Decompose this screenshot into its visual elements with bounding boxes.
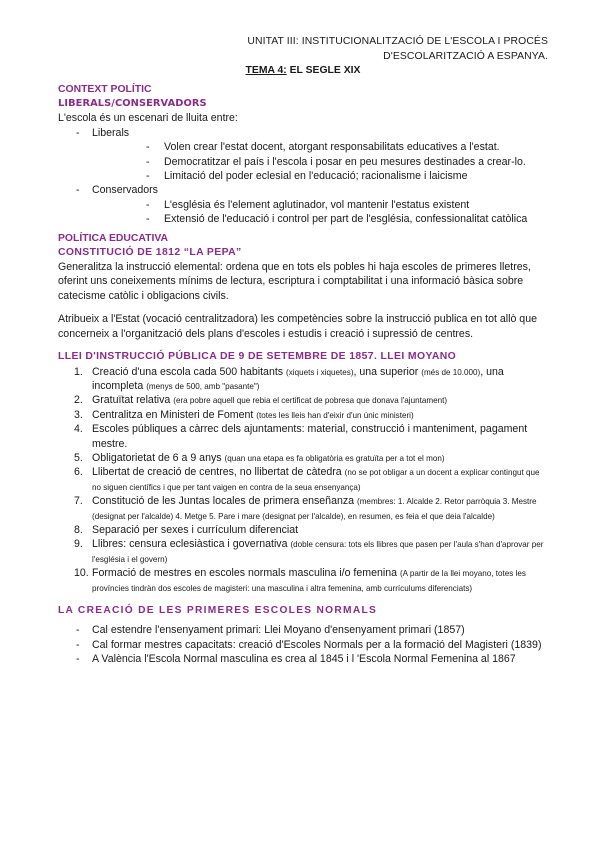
item-number: 3.	[74, 408, 83, 421]
item-text: Obligatorietat de 6 a 9 anys	[92, 451, 225, 464]
item-note: (xiquets i xiquetes)	[286, 367, 354, 377]
document-page	[58, 34, 548, 667]
list-item: - Volen crear l'estat docent, atorgant responsabilitats educatives a l'estat.	[92, 140, 548, 154]
list-item	[58, 465, 548, 494]
item-text: , una incompleta	[92, 365, 504, 392]
item-number: 1.	[74, 365, 83, 378]
list-item	[58, 566, 548, 595]
list-item: - A València l'Escola Normal masculina es crea al 1845 i l 'Escola Normal Femenina al 1867	[58, 652, 548, 666]
group-label: Conservadors	[92, 184, 158, 197]
item-note: (totes les lleis han d'eixir d'un únic ministeri)	[256, 410, 414, 420]
item-note: (quan una etapa es fa obligatòria es gratuïta per a tot el mon)	[224, 453, 445, 463]
list-item	[58, 393, 548, 407]
item-number: 6.	[74, 466, 83, 479]
list-item	[58, 523, 548, 537]
item-text: Separació per sexes i currículum diferenciat	[92, 523, 299, 536]
item-note: (era pobre aquell que rebia el certificat de pobresa que donava l'ajuntament)	[173, 396, 448, 406]
tema-name: EL SEGLE XIX	[286, 65, 361, 76]
unit-header-line1: UNITAT III: INSTITUCIONALITZACIÓ DE L'ESCOLA I PROCÉS	[247, 36, 548, 47]
item-number: 9.	[74, 538, 83, 551]
item-text: Llibres: censura eclesiàstica i governativa	[92, 538, 291, 551]
item-number: 8.	[74, 523, 83, 536]
item-text: Formació de mestres en escoles normals masculina i/o femenina	[92, 567, 400, 580]
item-text: Centralitza en Ministeri de Foment	[92, 408, 257, 421]
tema-label: TEMA 4:	[245, 65, 287, 76]
normals-title: LA CREACIÓ DE LES PRIMERES ESCOLES NORMALS	[58, 605, 378, 616]
context-groups	[58, 126, 548, 227]
list-item	[58, 537, 548, 566]
item-note: (no se pot obligar a un docent a explicar contingut que no siguen científics i que per tant vaigen en contra de la seua ensenyança)	[92, 468, 540, 492]
item-number: 10.	[74, 567, 89, 580]
item-note: (A partir de la llei moyano, totes les províncies tindràn dos escoles de magisteri: una masculina i altra femenina, amb currículums diferenciats)	[92, 569, 526, 593]
item-number: 7.	[74, 495, 83, 508]
list-item: - Cal formar mestres capacitats: creació d'Escoles Normals per a la formació del Magisteri (1839)	[58, 638, 548, 652]
item-number: 4.	[74, 423, 83, 436]
unit-header-line2: D'ESCOLARITZACIÓ A ESPANYA.	[383, 51, 548, 62]
list-item	[58, 451, 548, 465]
politica-title: POLÍTICA EDUCATIVA	[58, 232, 169, 244]
group-items	[92, 198, 548, 227]
group-label: Liberals	[92, 126, 130, 139]
unit-header	[58, 34, 548, 64]
constitucio-title: CONSTITUCIÓ DE 1812 “LA PEPA”	[58, 246, 242, 258]
list-item	[58, 408, 548, 422]
item-text: Gratuïtat relativa	[92, 394, 174, 407]
item-number: 5.	[74, 451, 83, 464]
normals-list	[58, 623, 548, 666]
list-item: - Limitació del poder eclesial en l'educació; racionalisme i laicisme	[92, 169, 548, 183]
list-item: - Cal estendre l'ensenyament primari: Llei Moyano d'ensenyament primari (1857)	[58, 623, 548, 637]
group-conservadors	[58, 183, 548, 226]
list-item: - L'església és l'element aglutinador, vol mantenir l'estatus existent	[92, 198, 548, 212]
moyano-title: LLEI D'INSTRUCCIÓ PÚBLICA DE 9 DE SETEMBRE DE 1857. LLEI MOYANO	[58, 351, 457, 363]
item-text: , una superior	[353, 365, 422, 378]
context-intro: L'escola és un escenari de lluita entre:	[58, 112, 238, 125]
group-liberals	[58, 126, 548, 184]
list-item: - Extensió de l'educació i control per part de l'església, confessionalitat catòlica	[92, 212, 548, 226]
tema-title	[58, 64, 548, 78]
item-text: Creació d'una escola cada 500 habitants	[92, 365, 287, 378]
item-text: Llibertat de creació de centres, no llibertat de càtedra	[92, 466, 345, 479]
item-text: Escoles públiques a càrrec dels ajuntaments: material, construcció i manteniment, pagament mestre.	[92, 423, 528, 450]
list-item	[58, 494, 548, 523]
moyano-list	[58, 365, 548, 596]
item-number: 2.	[74, 394, 83, 407]
item-note: (doble censura: tots els llibres que pasen per l'aula s'han d'aprovar per l'església i el govern)	[92, 540, 544, 564]
list-item: - Democratitzar el país i l'escola i posar en peu mesures destinades a crear-lo.	[92, 155, 548, 169]
context-title: CONTEXT POLÍTIC	[58, 84, 152, 96]
list-item	[58, 365, 548, 394]
list-item	[58, 422, 548, 451]
item-text: Constitució de les Juntas locales de primera enseñanza	[92, 495, 357, 508]
context-subtitle: LIBERALS/CONSERVADORS	[58, 98, 207, 110]
item-note: (membres: 1. Alcalde 2. Retor parròquia 3. Mestre (designat per l'alcalde) 4. Metge 5. Pare i mare (designat per l'alcalde), en resumen, es feia el que deia l'alcalde)	[92, 497, 537, 521]
constitucio-paragraph-2: Atribueix a l'Estat (vocació centralitzadora) les competències sobre la instrucció publica en tot allò que concerneix a l'organització dels plans d'escoles i estudis i creació i supressió de centres.	[58, 313, 537, 340]
item-note: (més de 10.000)	[421, 367, 481, 377]
item-note: (menys de 500, amb "pasante")	[146, 381, 260, 391]
group-items	[92, 140, 548, 183]
constitucio-paragraph-1: Generalitza la instrucció elemental: ordena que en tots els pobles hi haja escoles de primeres lletres, oferint uns coneixements mínims de lectura, escriptura i comptabilitat i una informació bàsica sobre catecisme catòlic i obligacions civils.	[58, 261, 531, 302]
